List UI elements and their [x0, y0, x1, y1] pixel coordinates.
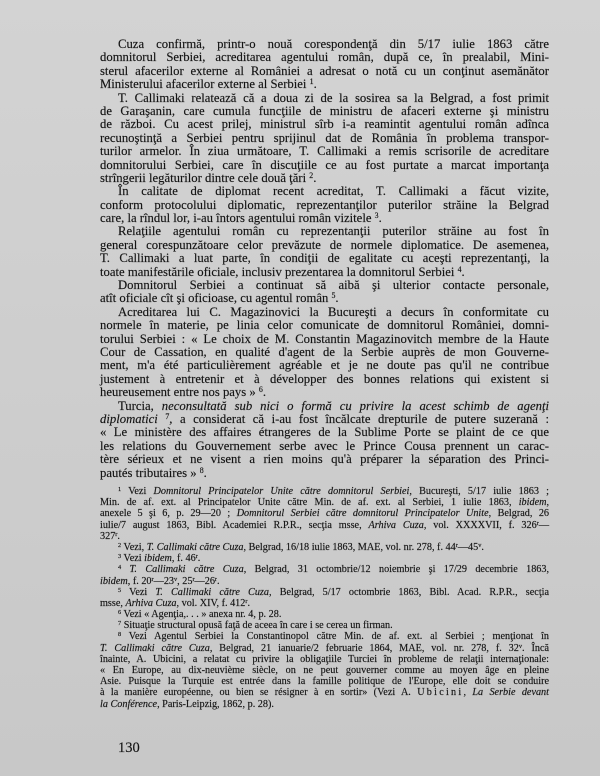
italic-text: T. Callimaki către Cuza	[129, 564, 244, 576]
italic-text: diplomatici	[100, 411, 166, 426]
text-segment: normele în materie, pe linia celor comunicate de domnitorul României, domni-	[100, 318, 549, 333]
text-segment: de Garaşanin, care cumula funcţiile de ministru de afaceri externe şi ministru	[100, 103, 549, 118]
line-text	[100, 105, 549, 118]
text-segment: Relaţiile agentului român cu reprezentanţii puterilor străine au fost în	[118, 224, 549, 239]
italic-text: Domnitorul Serbiei către domnitorul Principatelor Unite	[236, 508, 489, 520]
footnote-line	[100, 497, 549, 508]
text-segment: În calitate de diplomat recent acreditat, T. Callimaki a făcut vizite,	[118, 184, 549, 199]
italic-text: Domnitorul Principatelor Unite către domnitorul Serbiei	[153, 486, 410, 497]
text-segment: Min. de af. ext. al Principatelor Unite către Min. de af. ext. al Serbiei, 1 iulie 1863,	[100, 497, 519, 509]
footnote-line	[100, 620, 549, 631]
line-text	[100, 346, 549, 359]
footnote-number: 5	[118, 586, 122, 594]
line-text	[100, 386, 266, 399]
text-segment: strîngerii legăturilor dintre cele două ţări	[100, 170, 310, 185]
text-segment: .	[461, 264, 465, 279]
text-line	[100, 333, 549, 346]
text-segment: Vezi Agentul Serbiei la Constantinopol către Min. de af. ext. al Serbiei ; menţionat în	[121, 631, 549, 643]
text-line	[100, 279, 549, 292]
footnote	[100, 609, 549, 620]
text-segment	[121, 564, 129, 575]
line-text	[118, 587, 549, 598]
text-segment: , Paris-Leipzig, 1862, p. 28).	[157, 698, 274, 710]
line-text	[118, 306, 549, 319]
line-text	[100, 467, 207, 480]
text-segment: —23	[153, 575, 174, 587]
line-text	[100, 654, 549, 665]
text-segment: .	[335, 291, 339, 306]
line-text	[100, 687, 549, 698]
footnote	[100, 553, 549, 564]
footnote-line	[100, 520, 549, 531]
text-line	[100, 306, 549, 319]
text-line	[100, 185, 549, 198]
line-text	[100, 252, 549, 265]
text-segment: heureusement entre nos pays »	[100, 385, 259, 400]
folio-superscript: r	[151, 575, 154, 583]
line-text	[100, 145, 549, 158]
text-segment: de război. Cu acest prilej, ministrul sîrb i-a reamintit agentului român adînca	[100, 117, 549, 132]
line-text	[100, 576, 220, 587]
text-segment: .	[117, 530, 120, 542]
line-text	[100, 266, 465, 279]
italic-text: T. Callimaki către Cuza	[146, 541, 244, 553]
footnote-reference: 2	[309, 170, 314, 180]
line-text	[100, 426, 549, 439]
text-segment: , f. 20	[127, 575, 152, 587]
italic-text: T. Callimaki către Cuza	[100, 642, 210, 654]
footnote-line	[100, 486, 549, 497]
text-segment: Cour de Cassation, en qualité d'agent de la Serbie auprès de mon Gouverne-	[100, 344, 549, 359]
text-segment: iulie/7 august 1863, Bibl. Academiei R.P.R., secţia msse,	[100, 519, 369, 531]
text-segment: Situaţie structural opusă faţă de aceea în care i se cerea un firman.	[121, 620, 393, 632]
text-segment: , Belgrad, 26	[488, 508, 550, 520]
folio-superscript: r	[245, 597, 248, 605]
italic-text: La Serbie devant	[472, 687, 549, 699]
text-line	[100, 38, 549, 51]
folio-superscript: r	[455, 541, 458, 549]
paragraph	[100, 279, 549, 306]
footnote-line	[100, 699, 549, 710]
folio-superscript: r	[195, 552, 198, 560]
text-segment: torului Serbiei : « Le choix de M. Constantin Magazinovitch membre de la Haute	[100, 331, 549, 346]
spaced-author-name: Ubicini	[417, 687, 464, 699]
footnote-line	[100, 631, 549, 642]
footnote-number: 3	[118, 552, 122, 560]
text-segment: 327	[100, 530, 116, 542]
text-segment: Asie. Puisque la Turquie est entrée dans la famille politique de l'Europe, elle doit se conduire	[100, 676, 549, 688]
text-segment: T. Callimaki relatează că a doua zi de la sosirea sa la Belgrad, a fost primit	[118, 90, 549, 105]
line-text	[100, 508, 549, 519]
footnote-line	[100, 508, 549, 519]
text-segment: Vezi	[121, 486, 154, 497]
text-segment: conform protocolului diplomatic, reprezentanţilor puterilor străine la Belgrad	[100, 197, 549, 212]
line-text	[100, 598, 250, 609]
text-segment: domnitorului Serbiei, care în discuţiile ce au fost purtate a marcat importanţa	[100, 157, 549, 172]
footnote-reference: 4	[457, 264, 462, 274]
italic-text: T. Callimaki către Cuza	[155, 586, 269, 598]
text-line	[100, 78, 549, 91]
text-segment: .	[378, 211, 382, 226]
line-text	[100, 373, 549, 386]
line-text	[100, 78, 317, 91]
footnote-line	[100, 564, 549, 575]
line-text	[118, 620, 393, 631]
footnote-line	[100, 531, 549, 542]
text-segment: Acreditarea lui C. Magazinovici la Bucureşti a decurs în conformitate cu	[118, 304, 549, 319]
text-segment: .	[217, 575, 220, 587]
line-text	[100, 65, 549, 78]
footnote-number: 2	[118, 541, 122, 549]
italic-text: neconsultată sub nici o formă cu privire la acest schimb de agenţi	[161, 398, 550, 413]
footnote-number: 6	[118, 608, 122, 616]
folio-superscript: r	[192, 575, 195, 583]
line-text	[100, 676, 549, 687]
text-segment: general corespunzătoare celor prevăzute de normele diplomatice. De asemenea,	[100, 237, 549, 252]
text-segment: recunoştinţă a Serbiei pentru sprijinul dat de România în problema transpor-	[100, 130, 549, 145]
text-segment: ment, m'a été particulièrement agréable et je ne doute pas qu'il ne contribue	[100, 358, 549, 373]
line-text	[100, 359, 549, 372]
footnote-line	[100, 643, 549, 654]
folio-superscript: v	[478, 541, 482, 549]
text-segment: « En Europe, au dix-neuvième siècle, on ne peut gouverner comme au moyen âge en pleine	[100, 665, 549, 676]
footnote-line	[100, 542, 549, 553]
text-segment: tère sérieux et ne visent a rien moins qu'à préparer la séparation des Princi-	[100, 452, 549, 467]
footnote-line	[100, 587, 549, 598]
line-text	[118, 225, 549, 238]
folio-superscript: v	[518, 642, 523, 650]
text-line	[100, 440, 549, 453]
paragraph	[100, 38, 549, 92]
text-segment: toate manifestările oficiale, inclusiv prezentarea la domnitorul Serbiei	[100, 264, 458, 279]
text-segment: pautés tributaires »	[100, 465, 200, 480]
text-segment: T. Callimaki a luat parte, în condiţii de egalitate cu aceşti reprezentanţi, la	[100, 251, 549, 266]
text-segment: les relations du Gouvernement serbe avec le Prince Cousa prennent un carac-	[100, 438, 549, 453]
folio-superscript: r	[115, 530, 118, 538]
italic-text: Arhiva Cuza	[368, 519, 424, 531]
text-segment: înainte, A. Ubicini, a relatat cu privire la obligaţiile Turciei în probleme de relaţii internaţionale:	[100, 653, 549, 665]
footnote	[100, 587, 549, 609]
text-line	[100, 346, 549, 359]
text-segment: turilor armelor. În ziua următoare, T. Callimaki a remis scrisorile de acreditare	[100, 144, 549, 159]
text-segment: Cuza confirmă, printr-o nouă corespondenţă din 5/17 iulie 1863 către	[118, 37, 549, 51]
text-segment: —	[538, 519, 549, 531]
text-line	[100, 118, 549, 131]
text-segment: .	[481, 541, 484, 553]
text-line	[100, 51, 549, 64]
line-text	[118, 486, 549, 497]
line-text	[100, 520, 549, 531]
folio-superscript: v	[174, 575, 178, 583]
footnote-line	[100, 687, 549, 698]
footnote-number: 7	[118, 620, 122, 628]
italic-text: ibidem	[100, 575, 128, 587]
text-segment: Domnitorul Serbiei a continuat să aibă şi ulterior contacte personale,	[118, 278, 549, 293]
paragraph	[100, 92, 549, 186]
line-text	[100, 440, 549, 453]
footnote-reference: 7	[165, 412, 170, 422]
line-text	[100, 413, 549, 426]
text-line	[100, 467, 549, 480]
footnote-line	[100, 598, 549, 609]
text-line	[100, 159, 549, 172]
text-line	[100, 65, 549, 78]
footnote-line	[100, 609, 549, 620]
line-text	[100, 665, 549, 676]
text-line	[100, 426, 549, 439]
paragraph	[100, 400, 549, 480]
text-segment: Vezi,	[121, 541, 147, 553]
line-text	[100, 118, 549, 131]
text-segment: anexele 5 şi 6, p. 29—20 ;	[100, 508, 237, 520]
text-line	[100, 292, 549, 305]
text-segment: , f. 46	[171, 553, 196, 565]
footnote	[100, 542, 549, 553]
line-text	[100, 453, 549, 466]
text-segment: .	[197, 553, 201, 565]
line-text	[118, 553, 200, 564]
text-segment: . Încă	[522, 642, 550, 654]
footnote-number: 4	[118, 564, 122, 572]
line-text	[100, 159, 549, 172]
main-text	[100, 38, 549, 480]
text-segment: , a considerat că i-au fost încălcate drepturile de putere suzerană :	[169, 411, 549, 426]
footnote-line	[100, 576, 549, 587]
footnote-reference: 1	[309, 77, 314, 87]
footnote-line	[100, 654, 549, 665]
line-text	[118, 609, 281, 620]
footnote-line	[100, 665, 549, 676]
text-segment: Vezi	[121, 586, 156, 598]
footnote	[100, 631, 549, 709]
text-line	[100, 453, 549, 466]
footnote-reference: 5	[331, 291, 336, 301]
text-line	[100, 105, 549, 118]
text-segment: « Le ministère des affaires étrangeres de la Sublime Porte se plaint de ce que	[100, 425, 549, 440]
text-segment: Vezi « Agenţia,. . . » anexa nr. 4, p. 28.	[121, 609, 282, 621]
line-text	[100, 212, 382, 225]
text-line	[100, 413, 549, 426]
text-segment: ,	[546, 497, 549, 509]
italic-text: ibidem	[518, 497, 547, 509]
text-segment: .	[247, 597, 251, 609]
text-segment: , 25	[177, 575, 193, 587]
footnote	[100, 486, 549, 542]
footnotes-section	[100, 486, 549, 710]
paragraph	[100, 225, 549, 279]
footnote-reference: 8	[199, 465, 204, 475]
line-text	[118, 185, 549, 198]
text-segment: , Belgrad, 5/17 octombrie 1863, Bibl. Acad. R.P.R., secţia	[269, 586, 549, 598]
line-text	[118, 564, 549, 575]
text-segment: Ministerului afacerilor externe al Serbiei	[100, 77, 310, 92]
text-line	[100, 212, 549, 225]
line-text	[100, 319, 549, 332]
line-text	[118, 279, 549, 292]
text-line	[100, 225, 549, 238]
italic-text: ibidem	[144, 553, 172, 565]
paragraph	[100, 185, 549, 225]
line-text	[100, 199, 549, 212]
text-segment: —45	[457, 541, 479, 553]
line-text	[100, 643, 549, 654]
text-line	[100, 252, 549, 265]
text-segment: .	[203, 465, 207, 480]
footnote	[100, 620, 549, 631]
text-line	[100, 359, 549, 372]
text-line	[100, 239, 549, 252]
text-line	[100, 400, 549, 413]
text-line	[100, 266, 549, 279]
text-line	[100, 386, 549, 399]
text-segment: .	[313, 170, 317, 185]
footnote-line	[100, 676, 549, 687]
text-segment: , Belgrad, 16/18 iulie 1863, MAE, vol. nr. 278, f. 44	[243, 541, 456, 553]
line-text	[118, 631, 549, 642]
text-segment: , Belgrad, 31 octombrie/12 noiembrie şi 17/29 decembrie 1863,	[243, 564, 550, 576]
line-text	[100, 239, 549, 252]
text-segment: , Bucureşti, 5/17 iulie 1863 ;	[409, 486, 550, 497]
text-line	[100, 373, 549, 386]
text-line	[100, 199, 549, 212]
footnote-line	[100, 553, 549, 564]
line-text	[100, 497, 549, 508]
text-segment: .	[262, 385, 267, 400]
text-segment: care, la rîndul lor, i-au întors agentului român vizitele	[100, 211, 375, 226]
text-segment: Turcia,	[118, 398, 162, 413]
line-text	[100, 531, 120, 542]
text-segment: , vol. XIV, f. 412	[176, 597, 246, 609]
text-segment: , Belgrad, 21 ianuarie/2 februarie 1864, MAE, vol. nr. 278, f. 32	[209, 642, 519, 654]
text-segment: sterul afacerilor externe al României a adresat o notă cu un conţinut asemănător	[100, 63, 549, 78]
footnote-number: 1	[118, 485, 122, 493]
text-segment: .	[313, 77, 317, 92]
line-text	[100, 292, 339, 305]
page-number: 130	[118, 740, 140, 756]
folio-superscript: r	[536, 519, 539, 527]
text-segment: domnitorul Serbiei, acreditarea agentului român, după ce, în prealabil, Mini-	[100, 50, 549, 65]
text-segment: —26	[194, 575, 215, 587]
line-text	[100, 51, 549, 64]
text-segment: , vol. XXXXVII, f. 326	[423, 519, 537, 531]
text-line	[100, 145, 549, 158]
line-text	[118, 542, 484, 553]
footnote-reference: 6	[258, 385, 263, 395]
folio-superscript: r	[214, 575, 218, 583]
line-text	[118, 92, 549, 105]
text-segment: justement à entretenir et à développer des bonnes relations qui existent si	[100, 371, 549, 386]
text-line	[100, 319, 549, 332]
text-segment: msse,	[100, 597, 126, 609]
italic-text: la Conférence	[100, 698, 158, 710]
text-segment: ,	[463, 687, 473, 699]
paragraph	[100, 306, 549, 400]
footnote-number: 8	[118, 631, 122, 639]
italic-text: Arhiva Cuza	[125, 597, 177, 609]
text-segment: atît oficiale cît şi oficioase, cu agentul român	[100, 291, 332, 306]
text-segment: à la manière européenne, ou bien se résigner à en sortir» (Vezi A.	[100, 687, 418, 699]
footnote-reference: 3	[374, 211, 379, 221]
text-line	[100, 92, 549, 105]
line-text	[118, 38, 549, 51]
line-text	[118, 400, 549, 413]
text-segment: Vezi	[121, 553, 145, 565]
line-text	[100, 699, 274, 710]
footnote	[100, 564, 549, 586]
line-text	[100, 333, 549, 346]
